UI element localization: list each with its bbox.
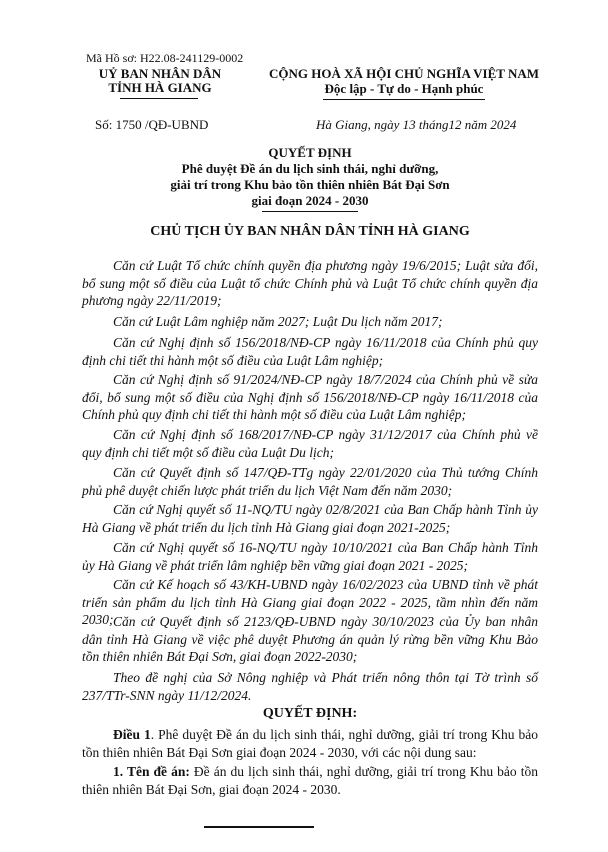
legal-basis-1: Căn cứ Luật Tổ chức chính quyền địa phương ngày 19/6/2015; Luật sửa đổi, bổ sung một số điều của Luật tổ chức Chính phủ và Luật Tổ chức chính quyền địa phương ngày 22/11/2019; — [82, 258, 538, 308]
legal-basis-9: Căn cứ Kế hoạch số 43/KH-UBND ngày 16/02/2023 của UBND tỉnh về phát triển sản phẩm du lịch tỉnh Hà Giang giai đoạn 2022 - 2025, tầm nhìn đến năm 2030; — [82, 577, 538, 627]
decision-heading: QUYẾT ĐỊNH: — [262, 706, 358, 721]
agency-underline — [120, 98, 198, 99]
document-number: Số: 1750 /QĐ-UBND — [95, 117, 209, 132]
article-1-text: . Phê duyệt Đề án du lịch sinh thái, nghỉ dưỡng, giải trí trong Khu bảo tồn thiên nhiên Bát Đại Sơn giai đoạn 2024 - 2030, với các nội dung sau: — [82, 727, 538, 760]
item-1 — [82, 763, 538, 798]
agency-name-line2: TỈNH HÀ GIANG — [108, 80, 212, 95]
legal-basis-6: Căn cứ Quyết định số 147/QĐ-TTg ngày 22/01/2020 của Thủ tướng Chính phủ phê duyệt chiến lược phát triển du lịch Việt Nam đến năm 2030; — [82, 465, 538, 498]
legal-basis-8: Căn cứ Nghị quyết số 16-NQ/TU ngày 10/10/2021 của Ban Chấp hành Tỉnh ủy Hà Giang về phát triển lâm nghiệp bền vững giai đoạn 2021 - 2025; — [82, 540, 538, 573]
document-type: QUYẾT ĐỊNH — [268, 145, 352, 160]
title-line1: Phê duyệt Đề án du lịch sinh thái, nghỉ dưỡng, — [181, 161, 439, 176]
motto-underline — [323, 99, 485, 100]
item-1-label: 1. Tên đề án: — [113, 764, 190, 779]
national-motto: Độc lập - Tự do - Hạnh phúc — [324, 81, 484, 96]
legal-basis-7: Căn cứ Nghị quyết số 11-NQ/TU ngày 02/8/2021 của Ban Chấp hành Tỉnh ủy Hà Giang về phát triển du lịch tỉnh Hà Giang giai đoạn 2021-2025; — [82, 502, 538, 535]
legal-basis-2: Căn cứ Luật Lâm nghiệp năm 2027; Luật Du lịch năm 2017; — [113, 314, 443, 329]
agency-name-line1: UỶ BAN NHÂN DÂN — [98, 66, 222, 81]
title-underline — [262, 211, 358, 212]
title-line3: giai đoạn 2024 - 2030 — [251, 193, 369, 208]
title-line2: giải trí trong Khu bảo tồn thiên nhiên Bát Đại Sơn — [170, 177, 450, 192]
legal-basis-10: Căn cứ Quyết định số 2123/QĐ-UBND ngày 30/10/2023 của Ủy ban nhân dân tỉnh Hà Giang về việc phê duyệt Phương án quản lý rừng bền vững Khu Bảo tồn thiên nhiên Bát Đại Sơn, giai đoạn 2022-2030; — [82, 614, 538, 664]
legal-basis-3: Căn cứ Nghị định số 156/2018/NĐ-CP ngày 16/11/2018 của Chính phủ quy định chi tiết thi hành một số điều của Luật Lâm nghiệp; — [82, 335, 538, 368]
legal-basis-4: Căn cứ Nghị định số 91/2024/NĐ-CP ngày 18/7/2024 của Chính phủ về sửa đổi, bổ sung một số điều của Nghị định số 156/2018/NĐ-CP ngày 16/11/2018 của Chính phủ quy định chi tiết thi hành một số điều của Luật Lâm nghiệp; — [82, 372, 538, 422]
issuing-authority: CHỦ TỊCH ỦY BAN NHÂN DÂN TỈNH HÀ GIANG — [150, 224, 470, 239]
date-place: Hà Giang, ngày 13 tháng12 năm 2024 — [316, 117, 517, 132]
file-code: Mã Hồ sơ: H22.08-241129-0002 — [86, 51, 244, 65]
legal-basis-5: Căn cứ Nghị định số 168/2017/NĐ-CP ngày 31/12/2017 của Chính phủ về quy định chi tiết một số điều của Luật Du lịch; — [82, 427, 538, 460]
bottom-divider — [204, 826, 314, 828]
article-1-label: Điều 1 — [113, 727, 151, 742]
proposal-basis: Theo đề nghị của Sở Nông nghiệp và Phát triển nông thôn tại Tờ trình số 237/TTr-SNN ngày 11/12/2024. — [82, 670, 538, 703]
article-1 — [82, 726, 538, 761]
national-title: CỘNG HOÀ XÃ HỘI CHỦ NGHĨA VIỆT NAM — [268, 66, 540, 81]
item-1-text: Đề án du lịch sinh thái, nghỉ dưỡng, giải trí trong Khu bảo tồn thiên nhiên Bát Đại Sơn, giai đoạn 2024 - 2030. — [82, 764, 538, 797]
